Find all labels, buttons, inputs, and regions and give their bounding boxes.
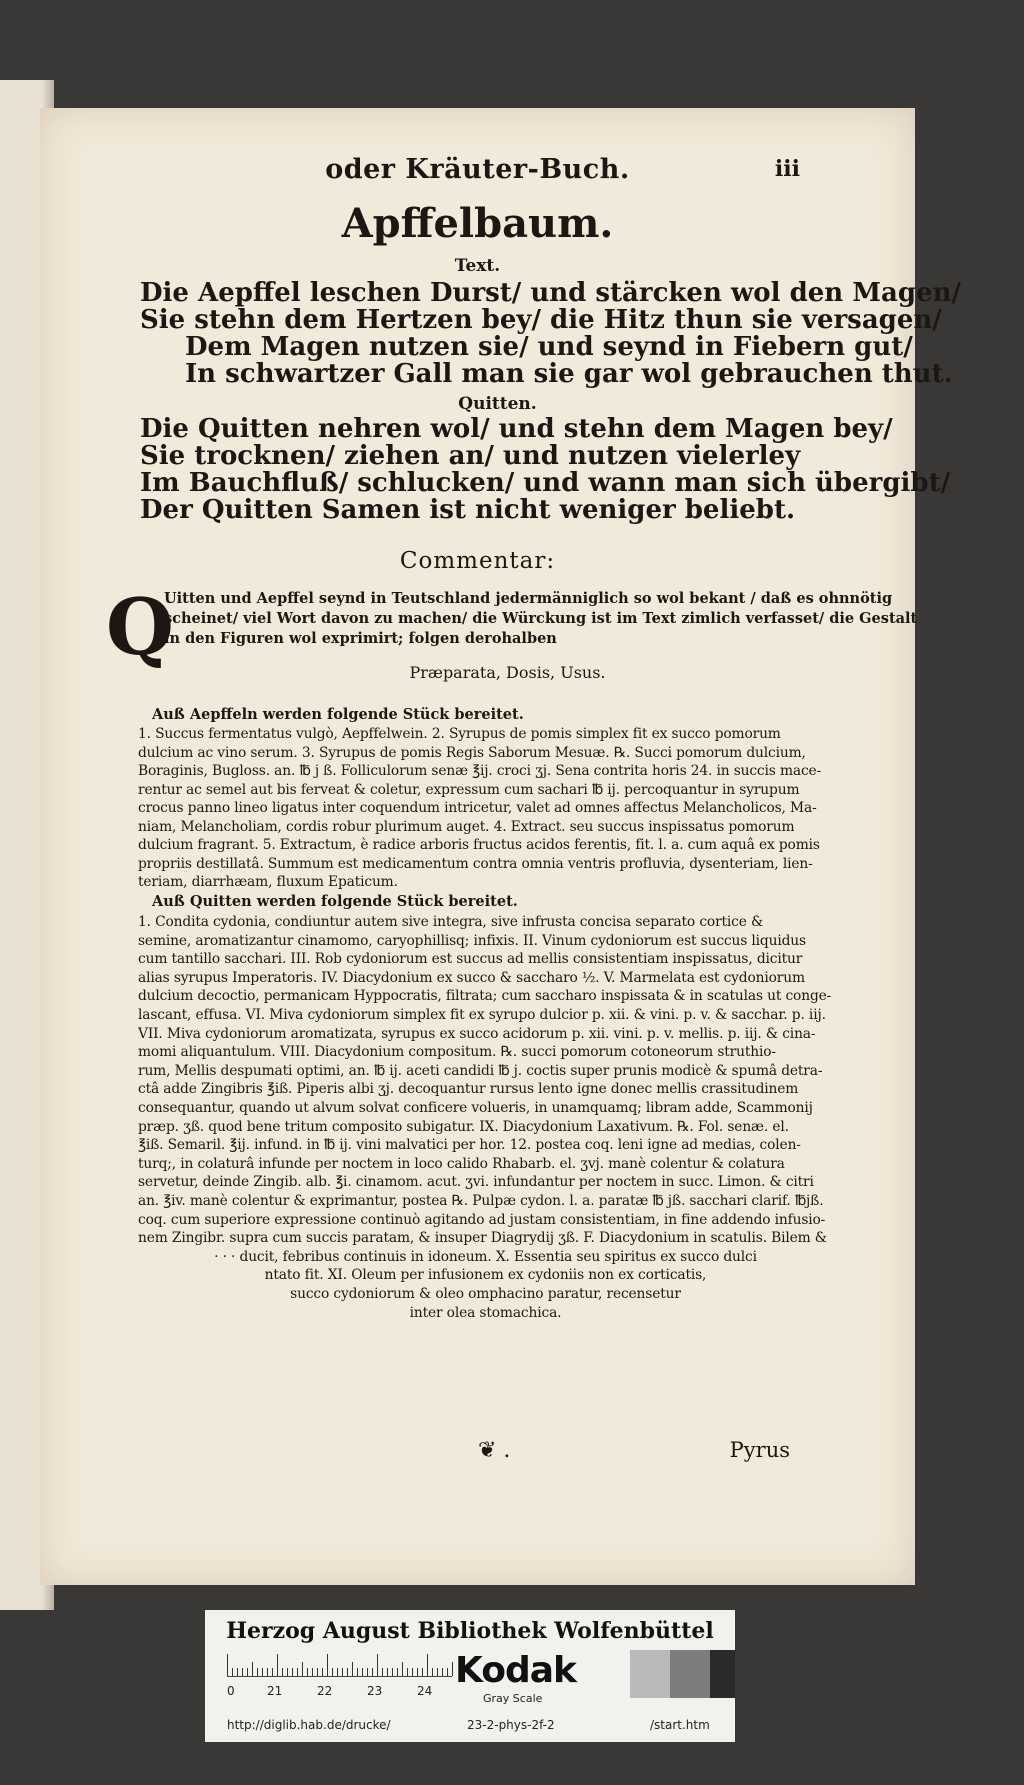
text-heading: Text. — [454, 256, 501, 276]
text-line: ntato fit. XI. Oleum per infusionem ex cydoniis non ex corticatis, — [264, 1267, 707, 1284]
text-line: succo cydoniorum & oleo omphacino paratur, recensetur — [290, 1286, 681, 1302]
ruler-tick — [402, 1662, 403, 1676]
text-line: dulcium fragrant. 5. Extractum, è radice arboris fructus acidos ferentis, fit. l. a. cum aquâ ex pomis — [138, 837, 820, 853]
ruler-tick — [242, 1668, 243, 1676]
url-mid: 23-2-phys-2f-2 — [467, 1718, 555, 1732]
text-line: propriis destillatâ. Summum est medicamentum contra omnia ventris profluvia, dysenteriam, lien- — [138, 855, 813, 872]
ruler-tick — [317, 1668, 318, 1676]
ruler-tick — [407, 1668, 408, 1676]
text-line: semine, aromatizantur cinamomo, caryophillisq; infixis. II. Vinum cydoniorum est succus liquidus — [138, 932, 806, 949]
ruler-tick — [252, 1662, 253, 1676]
text-line: lascant, effusa. VI. Miva cydoniorum simplex fit ex syrupo dulcior p. xii. & vini. p. v. & sacchar. p. iij. — [138, 1007, 826, 1023]
ruler-tick — [247, 1668, 248, 1676]
poem-line: Die Aepffel leschen Durst/ und stärcken wol den Magen/ — [140, 278, 962, 308]
quince-heading: Quitten. — [458, 394, 537, 414]
gray-patch — [670, 1650, 710, 1698]
text-line: ℥iß. Semaril. ℥ij. infund. in ℔ ij. vini malvatici per hor. 12. postea coq. leni igne ad medias, colen- — [138, 1137, 801, 1154]
ruler-tick — [292, 1668, 293, 1676]
ruler-tick — [277, 1654, 278, 1676]
commentar-heading: Commentar: — [399, 548, 556, 574]
poem-line: Die Quitten nehren wol/ und stehn dem Magen bey/ — [140, 414, 893, 444]
text-line: ctâ adde Zingibris ℥iß. Piperis albi ʒj. decoquantur rursus lento igne donec mellis crassitudinem — [138, 1081, 799, 1098]
intro-line: Uitten und Aepffel seynd in Teutschland jedermänniglich so wol bekant / daß es ohnnötig — [164, 590, 893, 607]
ruler-scale — [227, 1652, 452, 1677]
ruler-tick — [307, 1668, 308, 1676]
quinces-heading: Auß Quitten werden folgende Stück bereitet. — [152, 893, 518, 910]
text-line: Boraginis, Buglоss. an. ℔ j ß. Folliculorum senæ ℥ij. croci ʒj. Sena contrita horis 24. in succis mace- — [138, 763, 822, 779]
ruler-tick — [302, 1662, 303, 1676]
text-line: rentur ac semel aut bis ferveat & coletur, expressum cum sachari ℔ ij. percoquantur in syrupum — [138, 781, 800, 798]
gray-patch — [710, 1650, 735, 1698]
intro-line: in den Figuren wol exprimirt; folgen derohalben — [164, 630, 557, 647]
ruler-tick — [367, 1668, 368, 1676]
text-line: coq. cum superiore expressione continuò agitando ad justam consistentiam, in fine addendo infusio- — [138, 1211, 826, 1228]
running-header — [40, 154, 915, 194]
url-left: http://diglib.hab.de/drucke/ — [227, 1718, 391, 1732]
text-line: alias syrupus Imperatoris. IV. Diacydonium ex succo & saccharo ½. V. Marmelata est cydoniorum — [138, 969, 805, 986]
poem-line: In schwartzer Gall man sie gar wol gebrauchen thut. — [185, 359, 953, 389]
ruler-tick — [417, 1668, 418, 1676]
header-title: oder Kräuter-Buch. — [325, 154, 630, 185]
text-line: consequantur, quando ut alvum solvat conficere volueris, in unamquamq; libram adde, Scammonij — [138, 1100, 813, 1116]
text-line: dulcium decoctio, permanicam Hyppocratis, filtrata; cum saccharo inspissata & in scatulas ut conge- — [138, 988, 832, 1005]
scale-number: 0 — [227, 1684, 235, 1698]
ruler-tick — [327, 1654, 328, 1676]
ruler-tick — [442, 1668, 443, 1676]
ruler-tick — [387, 1668, 388, 1676]
poem-line: Der Quitten Samen ist nicht weniger beliebt. — [140, 495, 796, 525]
ruler-tick — [447, 1668, 448, 1676]
scale-number: 22 — [317, 1684, 333, 1698]
text-line: cum tantillo sacchari. III. Rob cydoniorum est succus ad mellis consistentiam inspissatus, dicitur — [138, 951, 803, 968]
text-line: momi aliquantulum. VIII. Diacydonium compositum. ℞. succi pomorum cotoneorum struthio- — [138, 1044, 776, 1061]
ruler-tick — [422, 1668, 423, 1676]
brand-logo: Kodak — [455, 1650, 576, 1691]
library-name: Herzog August Bibliothek Wolfenbüttel — [226, 1618, 714, 1644]
ruler-tick — [352, 1662, 353, 1676]
brand-subtitle: Gray Scale — [483, 1692, 543, 1705]
ruler-tick — [262, 1668, 263, 1676]
ruler-tick — [227, 1654, 228, 1676]
color-target-card — [205, 1610, 735, 1742]
ruler-tick — [392, 1668, 393, 1676]
scale-number: 21 — [267, 1684, 283, 1698]
ruler-tick — [347, 1668, 348, 1676]
ruler-tick — [257, 1668, 258, 1676]
ruler-tick — [237, 1668, 238, 1676]
ruler-tick — [437, 1668, 438, 1676]
ruler-tick — [362, 1668, 363, 1676]
gray-patch — [630, 1650, 670, 1698]
text-line: dulcium ac vino serum. 3. Syrupus de pomis Regis Saborum Mesuæ. ℞. Succi pomorum dulcium, — [138, 744, 806, 761]
ruler-tick — [342, 1668, 343, 1676]
ruler-tick — [282, 1668, 283, 1676]
text-line: præp. ʒß. quod bene tritum composito subigatur. IX. Diacydonium Laxativum. ℞. Fol. senæ. el. — [138, 1118, 789, 1135]
drop-cap: Q — [106, 582, 174, 673]
praeparata-heading: Præparata, Dosis, Usus. — [409, 663, 606, 682]
text-line: niam, Melancholiam, cordis robur plurimum auget. 4. Extract. seu succus inspissatus pomorum — [138, 818, 795, 835]
catchword: Pyrus — [729, 1438, 790, 1462]
text-line: teriam, diarrhæam, fluxum Epaticum. — [138, 874, 398, 890]
ruler-tick — [337, 1668, 338, 1676]
ruler-tick — [232, 1668, 233, 1676]
ruler-tick — [377, 1654, 378, 1676]
text-line: rum, Mellis despumati optimi, an. ℔ ij. aceti candidi ℔ j. coctis super prunis modicè & spumâ detra- — [138, 1062, 823, 1079]
text-line: VII. Miva cydoniorum aromatizata, syrupus ex succo acidorum p. xii. vini. p. v. mellis. p. iij. & cina- — [138, 1025, 816, 1042]
ruler-tick — [312, 1668, 313, 1676]
text-line: crocus panno lineo ligatus inter coquendum intricetur, valet ad omnes affectus Melancholicos, Ma- — [138, 800, 817, 816]
ruler-tick — [427, 1654, 428, 1676]
ruler-tick — [412, 1668, 413, 1676]
ruler-tick — [357, 1668, 358, 1676]
url-row — [205, 1718, 735, 1738]
poem-line: Sie stehn dem Hertzen bey/ die Hitz thun sie versagen/ — [140, 305, 942, 335]
text-line: an. ℥iv. manè colentur & exprimantur, postea ℞. Pulpæ cydon. l. a. paratæ ℔ jß. sacchari clarif. ℔jß. — [138, 1193, 824, 1209]
scale-number: 24 — [417, 1684, 433, 1698]
ruler-tick — [397, 1668, 398, 1676]
ruler-tick — [382, 1668, 383, 1676]
apples-heading: Auß Aepffeln werden folgende Stück bereitet. — [152, 706, 524, 723]
intro-line: scheinet/ viel Wort davon zu machen/ die Würckung ist im Text zimlich verfasset/ die Gestalt — [164, 610, 918, 627]
ruler-tick — [297, 1668, 298, 1676]
poem-line: Im Bauchfluß/ schlucken/ und wann man sich übergibt/ — [140, 468, 951, 498]
book-page — [40, 108, 962, 1585]
ruler-tick — [287, 1668, 288, 1676]
section-title: Apffelbaum. — [341, 200, 614, 247]
text-line: · · · ducit, febribus continuis in idoneum. X. Essentia seu spiritus ex succo dulci — [214, 1248, 757, 1265]
ornament-icon: ❦ . — [478, 1438, 511, 1463]
text-line: servetur, deinde Zingib. alb. ℥i. cinamom. acut. ʒvi. infundantur per noctem in succ. Limon. & citri — [138, 1174, 814, 1191]
text-line: nem Zingibr. supra cum succis paratam, & insuper Diagrydij ʒß. F. Diacydonium in scatulis. Bilem & — [138, 1230, 827, 1247]
text-line: turq;, in colaturâ infunde per noctem in loco calido Rhabarb. el. ʒvj. manè colentur & colatura — [138, 1155, 785, 1172]
text-line: 1. Condita cydonia, condiuntur autem sive integra, sive infrusta concisa separato cortice & — [138, 914, 764, 930]
text-line: 1. Succus fermentatus vulgò, Aepffelwein. 2. Syrupus de pomis simplex fit ex succo pomorum — [138, 726, 781, 742]
text-line: inter olea stomachica. — [409, 1304, 562, 1321]
scale-number: 23 — [367, 1684, 383, 1698]
ruler-tick — [372, 1668, 373, 1676]
page-number: iii — [774, 156, 800, 182]
ruler-tick — [432, 1668, 433, 1676]
ruler-tick — [332, 1668, 333, 1676]
ruler-tick — [452, 1662, 453, 1676]
ruler-tick — [272, 1668, 273, 1676]
ruler-tick — [267, 1668, 268, 1676]
url-right: /start.htm — [650, 1718, 710, 1732]
poem-line: Dem Magen nutzen sie/ und seynd in Fiebern gut/ — [185, 332, 913, 362]
ruler-tick — [322, 1668, 323, 1676]
poem-line: Sie trocknen/ ziehen an/ und nutzen vielerley — [140, 441, 801, 471]
